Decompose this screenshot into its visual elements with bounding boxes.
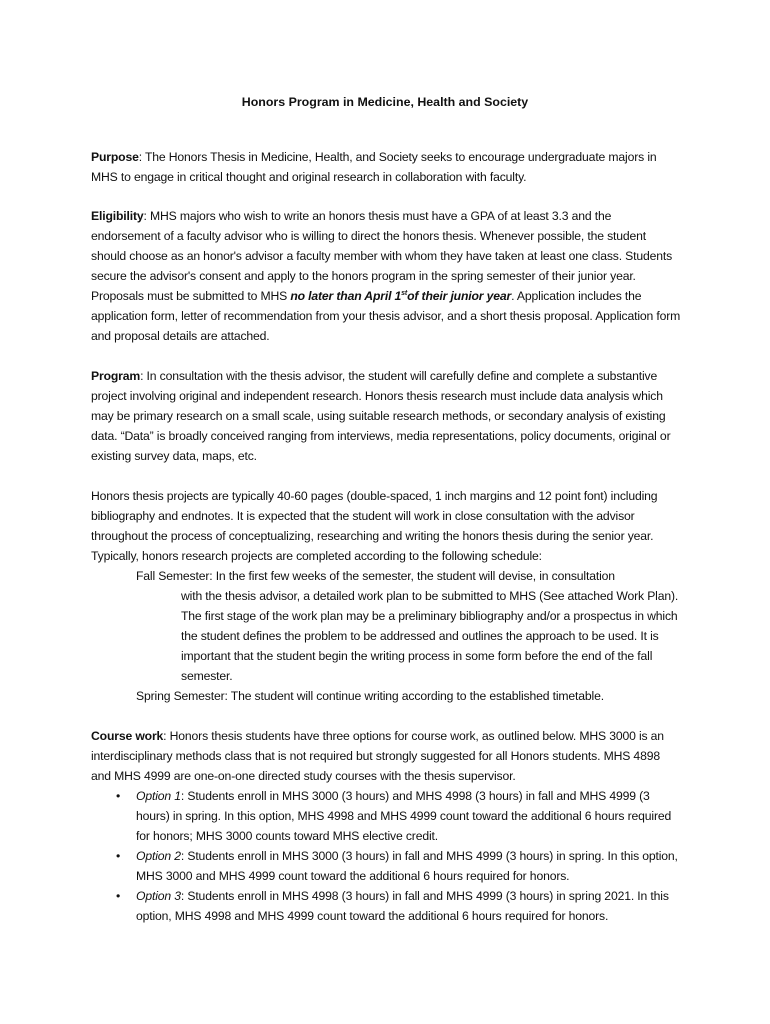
program-text: : In consultation with the thesis advisor, the student will carefully define and complete a substantive project involving original and independent research. Honors thesis research must include data analysis which may be primary research on a small scale, using suitable research methods, or secondary analysis of existing data. “Data” is broadly conceived ranging from interviews, media representations, policy documents, original or existing survey data, maps, etc.: [91, 369, 671, 463]
option-3-item: [136, 886, 683, 926]
eligibility-text: : MHS majors who wish to write an honors thesis must have a GPA of at least 3.3 and the endorsement of a faculty advisor who is willing to direct the honors thesis. Whenever possible, the student should choose as an honor's advisor a faculty member with whom they have taken at least one class. Students secure the advisor's consent and apply to the honors program in the spring semester of their junior year. Proposals must be submitted to MHS: [91, 209, 673, 303]
coursework-paragraph: [91, 726, 683, 786]
purpose-paragraph: [91, 147, 683, 187]
option-1-label: Option 1: [136, 789, 181, 803]
spring-semester-line: Spring Semester: The student will continue writing according to the established timetable.: [136, 689, 604, 703]
page-title: Honors Program in Medicine, Health and Society: [241, 95, 529, 109]
option-2-label: Option 2: [136, 849, 181, 863]
eligibility-paragraph: [91, 206, 683, 346]
deadline-date: no later than April 1: [290, 289, 402, 303]
purpose-label: Purpose: [91, 150, 139, 164]
option-2-item: [136, 846, 683, 886]
deadline-suffix: of their junior year: [407, 289, 512, 303]
fall-semester-first-line: Fall Semester: In the first few weeks of the semester, the student will devise, in consultation: [136, 569, 615, 583]
coursework-label: Course work: [91, 729, 164, 743]
option-3-label: Option 3: [136, 889, 181, 903]
fall-semester-details: with the thesis advisor, a detailed work plan to be submitted to MHS (See attached Work Plan). The first stage of the work plan may be a preliminary bibliography and/or a prospectus in which the student defines the problem to be addressed and outlines the approach to be used. It is important that the student begin the writing process in some form before the end of the fall semester.: [181, 589, 679, 683]
deadline-ordinal: st: [401, 289, 408, 297]
purpose-text: : The Honors Thesis in Medicine, Health, and Society seeks to encourage undergraduate majors in MHS to engage in critical thought and original research in collaboration with faculty.: [91, 150, 657, 184]
coursework-text: : Honors thesis students have three options for course work, as outlined below. MHS 3000 is an interdisciplinary methods class that is not required but strongly suggested for all Honors students. MHS 4898 and MHS 4999 are one-on-one directed study courses with the thesis supervisor.: [91, 729, 664, 783]
program-paragraph: [91, 366, 683, 466]
bullet-icon: •: [115, 789, 121, 803]
option-3-text: : Students enroll in MHS 4998 (3 hours) in fall and MHS 4999 (3 hours) in spring 2021. In this option, MHS 4998 and MHS 4999 count toward the additional 6 hours required for honors.: [136, 889, 669, 923]
bullet-icon: •: [115, 889, 121, 903]
program-label: Program: [91, 369, 141, 383]
option-1-item: [136, 786, 683, 846]
bullet-icon: •: [115, 849, 121, 863]
deadline-text: [290, 289, 511, 303]
eligibility-label: Eligibility: [91, 209, 144, 223]
projects-paragraph: Honors thesis projects are typically 40-60 pages (double-spaced, 1 inch margins and 12 point font) including bibliography and endnotes. It is expected that the student will work in close consultation with the advisor throughout the process of conceptualizing, researching and writing the honors thesis during the senior year. Typically, honors research projects are completed according to the following schedule:: [91, 489, 658, 563]
eligibility-text-end: . Application includes the application form, letter of recommendation from your thesis advisor, and a short thesis proposal. Application form and proposal details are attached.: [91, 289, 681, 343]
option-2-text: : Students enroll in MHS 3000 (3 hours) in fall and MHS 4999 (3 hours) in spring. In this option, MHS 3000 and MHS 4999 count toward the additional 6 hours required for honors.: [136, 849, 678, 883]
option-1-text: : Students enroll in MHS 3000 (3 hours) and MHS 4998 (3 hours) in fall and MHS 4999 (3 hours) in spring. In this option, MHS 4998 and MHS 4999 count toward the additional 6 hours required for honors; MHS 3000 counts toward MHS elective credit.: [136, 789, 672, 843]
